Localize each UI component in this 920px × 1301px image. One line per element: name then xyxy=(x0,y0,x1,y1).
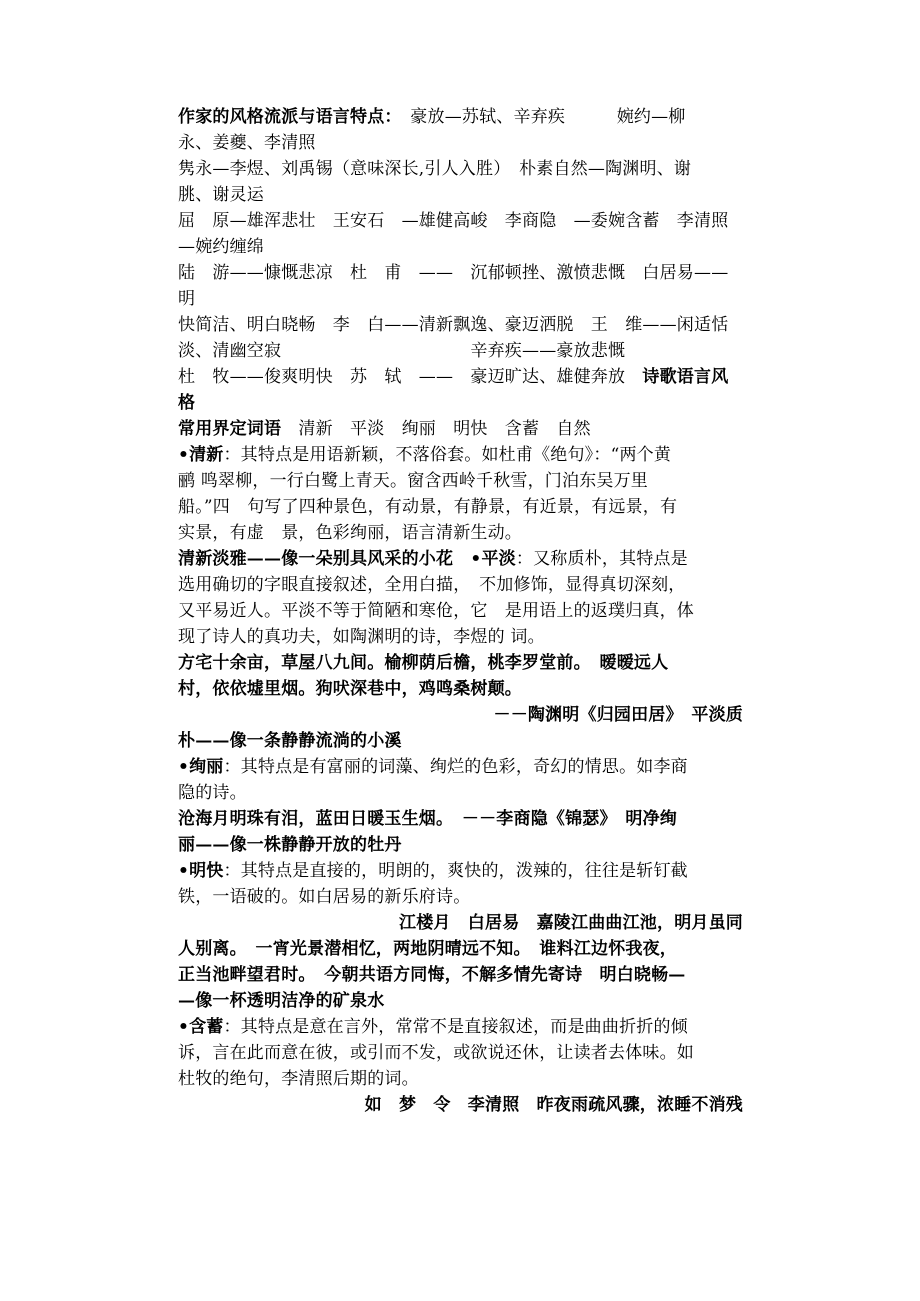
text-line xyxy=(178,442,743,468)
poem-line: 沧海月明珠有泪，蓝田日暖玉生烟。 －－李商隐《锦瑟》 明净绚 xyxy=(178,809,677,829)
text-span: ：其特点是有富丽的词藻、绚烂的色彩，奇幻的情思。如李商 xyxy=(223,757,688,777)
text-line: 又平易近人。平淡不等于简陋和寒伧，它 是用语上的返璞归真，体 xyxy=(178,601,694,621)
poem-line: 人别离。 一宵光景潜相忆，两地阴晴远不知。 谁料江边怀我夜， xyxy=(178,939,677,959)
text-line xyxy=(178,416,743,442)
poem-line: 朴——像一条静静流淌的小溪 xyxy=(178,731,402,751)
text-line: —婉约缠绵 xyxy=(178,237,264,257)
text-span: ：其特点是意在言外，常常不是直接叙述，而是曲曲折折的倾 xyxy=(223,1017,688,1037)
text-line: 铁，一语破的。如白居易的新乐府诗。 xyxy=(178,887,471,907)
text-line xyxy=(178,858,743,884)
text-span: ：又称质朴，其特点是 xyxy=(515,549,688,569)
text-line xyxy=(178,754,743,780)
text-line: 陆 游——慷慨悲凉 杜 甫 —— 沉郁顿挫、激愤悲慨 白居易——明 xyxy=(178,263,729,309)
text-line: 永、姜夔、李清照 xyxy=(178,133,316,153)
text-line xyxy=(178,546,743,572)
poem-line: 方宅十余亩，草屋八九间。榆柳荫后檐，桃李罗堂前。 暧暧远人 xyxy=(178,653,669,673)
text-line: 选用确切的字眼直接叙述，全用白描， 不加修饰，显得真切深刻， xyxy=(178,575,686,595)
text-span: ：其特点是用语新颖，不落俗套。如杜甫《绝句》：“两个黄 xyxy=(223,445,672,465)
text-span: 清新 平淡 绚丽 明快 含蓄 自然 xyxy=(281,419,591,439)
text-line: 淡、清幽空寂 辛弃疾——豪放悲慨 xyxy=(178,341,626,361)
section-heading: 常用界定词语 xyxy=(178,419,282,439)
text-line: 现了诗人的真功夫，如陶渊明的诗，李煜的 词。 xyxy=(178,627,545,647)
style-term-hanxu: •含蓄 xyxy=(178,1017,224,1037)
poem-title-line: 如 梦 令 李清照 昨夜雨疏风骤，浓睡不消残 xyxy=(364,1095,743,1115)
poem-line: 正当池畔望君时。 今朝共语方同悔，不解多情先寄诗 明白晓畅— xyxy=(178,965,686,985)
text-line xyxy=(178,104,743,130)
text-line: 船。”四 句写了四种景色，有动景，有静景，有近景，有远景，有 xyxy=(178,497,678,517)
section-heading: 诗歌语言风格 xyxy=(178,367,729,413)
poem-line: —像一杯透明洁净的矿泉水 xyxy=(178,991,385,1011)
text-span: ：其特点是直接的，明朗的，爽快的，泼辣的，往往是斩钉截 xyxy=(223,861,688,881)
text-span: 豪放—苏轼、辛弃疾 婉约—柳 xyxy=(393,107,686,127)
poem-title-line: 江楼月 白居易 嘉陵江曲曲江池，明月虽同 xyxy=(399,913,743,933)
style-term-pingdan: 清新淡雅——像一朵别具风采的小花 •平淡 xyxy=(178,549,516,569)
text-line: 诉，言在此而意在彼，或引而不发，或欲说还休，让读者去体味。如 xyxy=(178,1043,694,1063)
text-line: 实景，有虚 景，色彩绚丽，语言清新生动。 xyxy=(178,523,522,543)
text-line: 朓、谢灵运 xyxy=(178,185,264,205)
poem-line: 丽——像一株静静开放的牡丹 xyxy=(178,835,402,855)
style-term-xuanli: •绚丽 xyxy=(178,757,224,777)
poem-line: 村，依依墟里烟。狗吠深巷中，鸡鸣桑树颠。 xyxy=(178,679,522,699)
text-line: 鹂 鸣翠柳，一行白鹭上青天。窗含西岭千秋雪，门泊东吴万里 xyxy=(178,471,649,491)
document-body xyxy=(178,104,743,1118)
text-line: 杜牧的绝句，李清照后期的词。 xyxy=(178,1069,419,1089)
style-term-qingxin: •清新 xyxy=(178,445,224,465)
poem-attribution: －－陶渊明《归园田居》 平淡质 xyxy=(493,705,743,725)
section-heading: 作家的风格流派与语言特点： xyxy=(178,107,394,127)
text-line: 隐的诗。 xyxy=(178,783,247,803)
text-line: 隽永—李煜、刘禹锡（意味深长,引人入胜） 朴素自然—陶渊明、谢 xyxy=(178,159,692,179)
text-line xyxy=(178,1014,743,1040)
text-line xyxy=(178,364,743,416)
text-line: 快简洁、明白晓畅 李 白——清新飘逸、豪迈洒脱 王 维——闲适恬 xyxy=(178,315,729,335)
text-span: 杜 牧——俊爽明快 苏 轼 —— 豪迈旷达、雄健奔放 xyxy=(178,367,643,387)
text-line: 屈 原—雄浑悲壮 王安石 —雄健高峻 李商隐 —委婉含蓄 李清照 xyxy=(178,211,729,231)
style-term-mingkuai: •明快 xyxy=(178,861,224,881)
